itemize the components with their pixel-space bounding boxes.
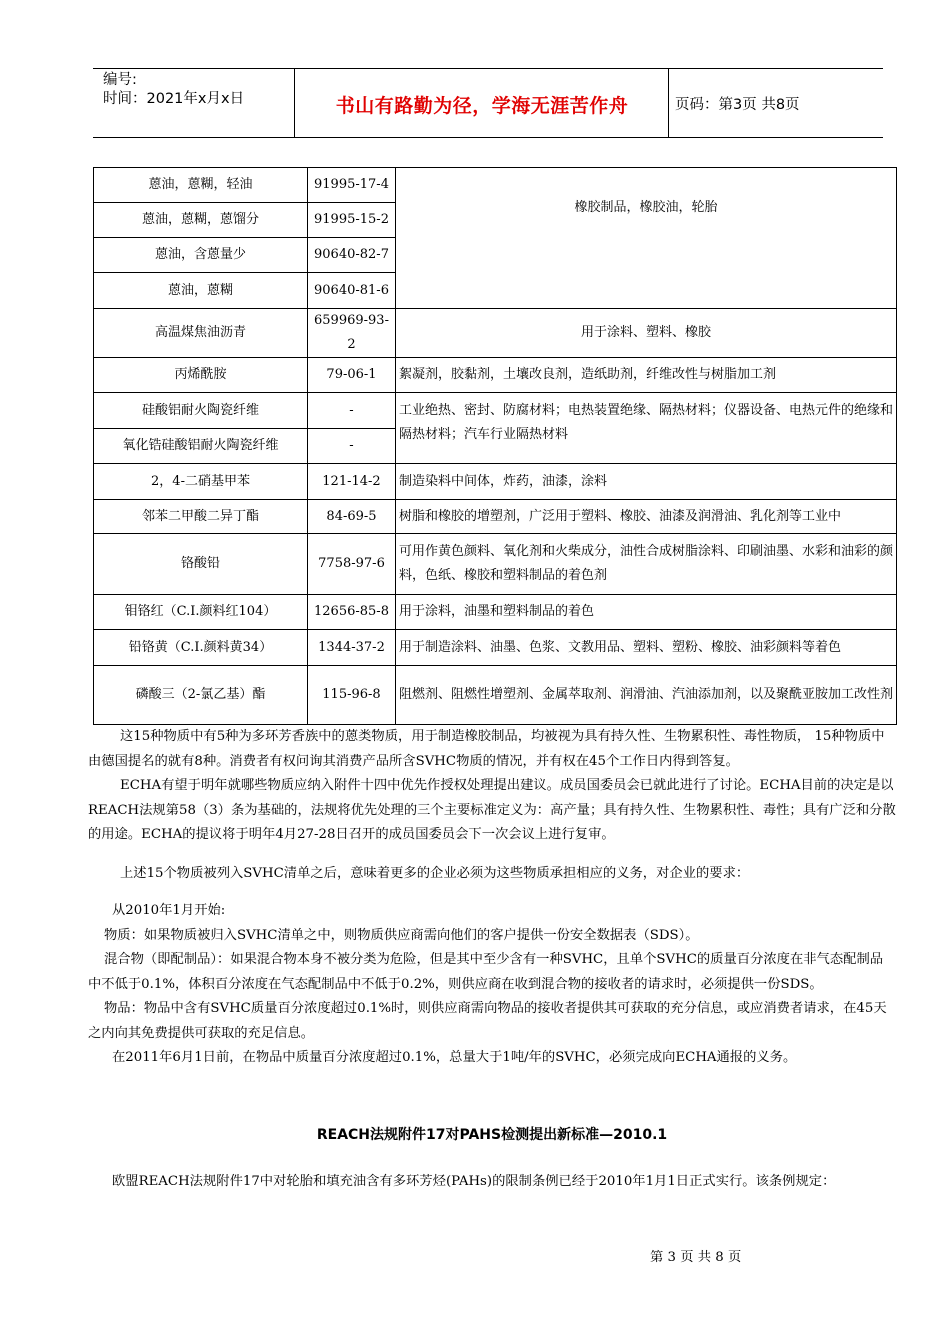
paragraph: 从2010年1月开始: [112, 903, 226, 918]
number-label: 编号: [103, 72, 137, 88]
header-page-label: 页码：第3页 共8页 [675, 97, 800, 113]
substance-use: 絮凝剂，胶黏剂，土壤改良剂，造纸助剂，纤维改性与树脂加工剂 [396, 358, 897, 393]
substance-name: 硅酸铝耐火陶瓷纤维 [94, 393, 308, 429]
cas-number: 90640-82-7 [308, 238, 396, 273]
cas-number: 121-14-2 [308, 464, 396, 500]
substance-name: 丙烯酰胺 [94, 358, 308, 393]
substance-use: 可用作黄色颜料、氧化剂和火柴成分，油性合成树脂涂料、印刷油墨、水彩和油彩的颜料，色纸、橡胶和塑料制品的着色剂 [396, 534, 897, 595]
body-block-4 [88, 1170, 896, 1195]
table-row [94, 358, 897, 393]
section-title: REACH法规附件17对PAHS检测提出新标准—2010.1 [316, 1127, 668, 1143]
substance-use: 橡胶制品，橡胶油，轮胎 [396, 168, 897, 309]
substance-name: 磷酸三（2-氯乙基）酯 [94, 666, 308, 725]
paragraph: 物质：如果物质被归入SVHC清单之中，则物质供应商需向他们的客户提供一份安全数据表（SDS）。 [104, 927, 699, 943]
cas-number: 659969-93-2 [308, 309, 396, 358]
substance-name: 邻苯二甲酸二异丁酯 [94, 500, 308, 534]
substance-name: 氧化锆硅酸铝耐火陶瓷纤维 [94, 429, 308, 464]
table-row [94, 309, 897, 358]
page-footer: 第 3 页 共 8 页 [650, 1250, 742, 1265]
paragraph: 物品：物品中含有SVHC质量百分浓度超过0.1%时，则供应商需向物品的接收者提供其可获取的充分信息，或应消费者请求，在45天之内向其免费提供可获取的充足信息。 [88, 1001, 887, 1041]
substance-use: 制造染料中间体，炸药，油漆，涂料 [396, 464, 897, 500]
substance-name: 钼铬红（C.I.颜料红104） [94, 595, 308, 630]
substance-use: 工业绝热、密封、防腐材料；电热装置绝缘、隔热材料；仪器设备、电热元件的绝缘和隔热材料；汽车行业隔热材料 [396, 393, 897, 464]
cas-number: 1344-37-2 [308, 630, 396, 666]
substance-name: 2，4-二硝基甲苯 [94, 464, 308, 500]
paragraph: 这15种物质中有5种为多环芳香族中的蒽类物质，用于制造橡胶制品，均被视为具有持久性、生物累积性、毒性物质， 15种物质中由德国提名的就有8种。消费者有权问询其消费产品所含SVHC物质的情况，并有权在45个工作日内得到答复。 [88, 729, 885, 769]
header-divider [668, 69, 669, 137]
substance-name: 高温煤焦油沥青 [94, 309, 308, 358]
substance-use: 用于涂料，油墨和塑料制品的着色 [396, 595, 897, 630]
substance-name: 蒽油，蒽糊 [94, 273, 308, 309]
substance-use: 树脂和橡胶的增塑剂，广泛用于塑料、橡胶、油漆及润滑油、乳化剂等工业中 [396, 500, 897, 534]
cas-number: 90640-81-6 [308, 273, 396, 309]
paragraph: 混合物（即配制品）：如果混合物本身不被分类为危险，但是其中至少含有一种SVHC，且单个SVHC的质量百分浓度在非气态配制品中不低于0.1%，体积百分浓度在气态配制品中不低于0.2%，则供应商在收到混合物的接收者的请求时，必须提供一份SDS。 [88, 952, 884, 992]
paragraph: ECHA有望于明年就哪些物质应纳入附件十四中优先作授权处理提出建议。成员国委员会已就此进行了讨论。ECHA目前的决定是以REACH法规第58（3）条为基础的，法规将优先处理的三个主要标准定义为：高产量；具有持久性、生物累积性、毒性；具有广泛和分散的用途。ECHA的提议将于明年4月27-28日召开的成员国委员会下一次会议上进行复审。 [88, 778, 896, 842]
cas-number: 79-06-1 [308, 358, 396, 393]
cas-number: 7758-97-6 [308, 534, 396, 595]
cas-number: 84-69-5 [308, 500, 396, 534]
table-row [94, 595, 897, 630]
substance-name: 铅铬黄（C.I.颜料黄34） [94, 630, 308, 666]
table-row [94, 534, 897, 595]
page-header [93, 68, 883, 138]
table-row [94, 464, 897, 500]
cas-number: - [308, 429, 396, 464]
cas-number: 12656-85-8 [308, 595, 396, 630]
cas-number: - [308, 393, 396, 429]
substance-use: 用于制造涂料、油墨、色浆、文教用品、塑料、塑粉、橡胶、油彩颜料等着色 [396, 630, 897, 666]
cas-number: 91995-17-4 [308, 168, 396, 203]
table-row [94, 393, 897, 429]
paragraph: 上述15个物质被列入SVHC清单之后，意味着更多的企业必须为这些物质承担相应的义务，对企业的要求： [120, 866, 750, 881]
svhc-table [93, 167, 897, 725]
body-block-3 [88, 899, 896, 1071]
table-row [94, 630, 897, 666]
substance-use: 阻燃剂、阻燃性增塑剂、金属萃取剂、润滑油、汽油添加剂，以及聚酰亚胺加工改性剂 [396, 666, 897, 725]
substance-name: 蒽油，蒽糊，轻油 [94, 168, 308, 203]
substance-name: 铬酸铅 [94, 534, 308, 595]
time-label: 时间：2021年x月x日 [103, 91, 245, 107]
header-motto: 书山有路勤为径，学海无涯苦作舟 [335, 95, 629, 117]
substance-name: 蒽油，含蒽量少 [94, 238, 308, 273]
paragraph: 欧盟REACH法规附件17中对轮胎和填充油含有多环芳烃(PAHs)的限制条例已经于2010年1月1日正式实行。该条例规定： [112, 1174, 836, 1189]
table-row [94, 168, 897, 203]
body-block-2 [88, 862, 896, 887]
paragraph: 在2011年6月1日前，在物品中质量百分浓度超过0.1%，总量大于1吨/年的SVHC，必须完成向ECHA通报的义务。 [112, 1050, 797, 1065]
body-block-1 [88, 725, 896, 848]
table-row [94, 500, 897, 534]
table-row [94, 666, 897, 725]
cas-number: 91995-15-2 [308, 203, 396, 238]
cas-number: 115-96-8 [308, 666, 396, 725]
substance-name: 蒽油，蒽糊，蒽馏分 [94, 203, 308, 238]
substance-use: 用于涂料、塑料、橡胶 [396, 309, 897, 358]
header-info [103, 71, 244, 109]
